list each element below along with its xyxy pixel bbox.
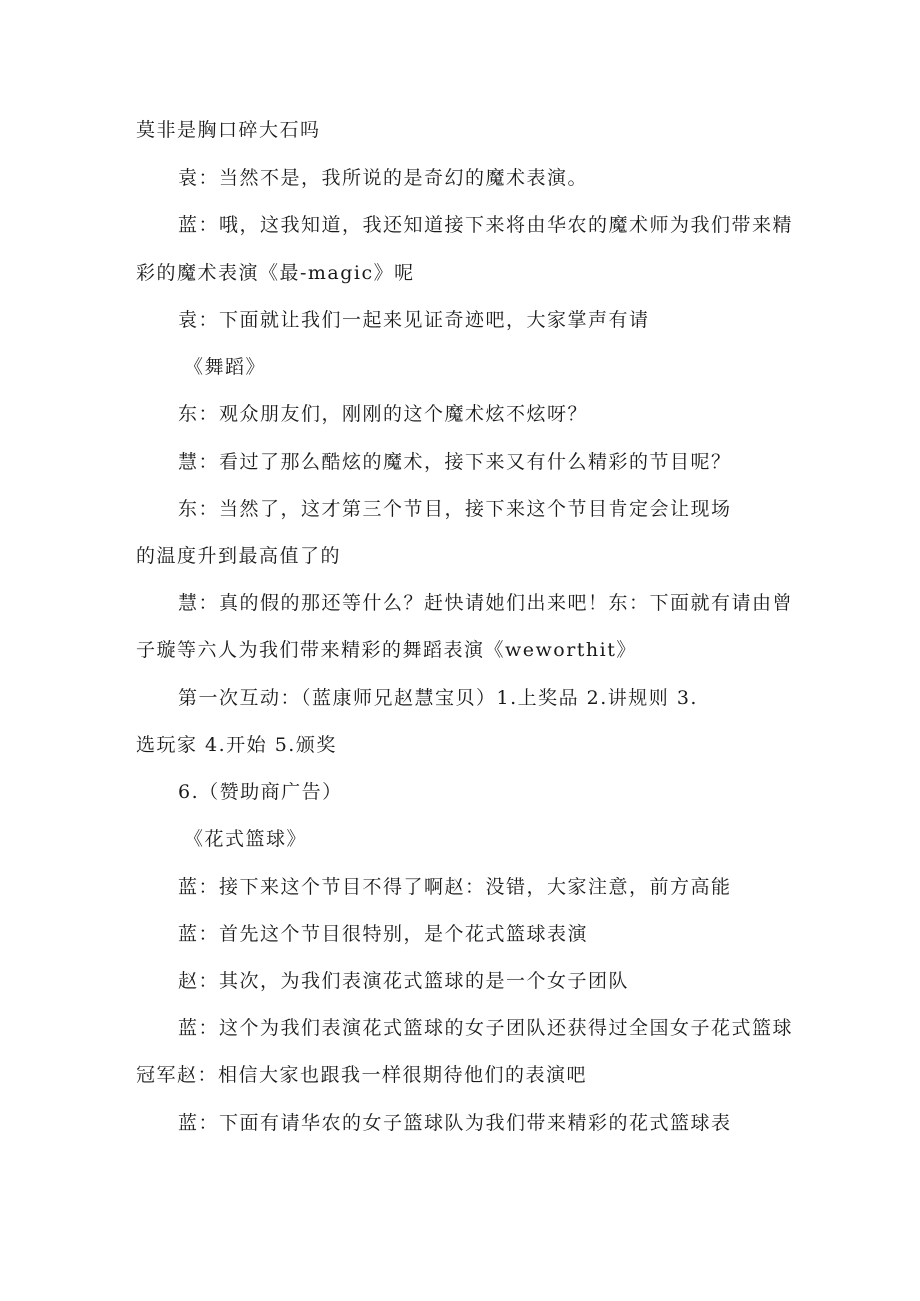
text-line: 选玩家 4.开始 5.颁奖: [136, 734, 337, 756]
text-line: 冠军赵：相信大家也跟我一样很期待他们的表演吧: [136, 1064, 588, 1086]
text-line: 袁：当然不是，我所说的是奇幻的魔术表演。: [178, 167, 589, 189]
text-line: 蓝：哦，这我知道，我还知道接下来将由华农的魔术师为我们带来精: [178, 214, 794, 236]
text-line: 蓝：接下来这个节目不得了啊赵：没错，大家注意，前方高能: [178, 876, 732, 898]
text-line: 莫非是胸口碎大石吗: [136, 119, 321, 141]
text-line: 东：当然了，这才第三个节目，接下来这个节目肯定会让现场: [178, 498, 732, 520]
text-line: 6.（赞助商广告）: [178, 781, 343, 803]
text-line: 慧：真的假的那还等什么？赶快请她们出来吧！东：下面就有请由曾: [178, 592, 794, 614]
text-line: 赵：其次，为我们表演花式篮球的是一个女子团队: [178, 970, 630, 992]
section-heading: 《舞蹈》: [184, 356, 267, 378]
section-heading: 《花式篮球》: [184, 828, 308, 850]
text-line: 彩的魔术表演《最-magic》呢: [136, 262, 415, 284]
text-line: 蓝：下面有请华农的女子篮球队为我们带来精彩的花式篮球表: [178, 1112, 732, 1134]
text-line: 袁：下面就让我们一起来见证奇迹吧，大家掌声有请: [178, 309, 650, 331]
text-line: 的温度升到最高值了的: [136, 545, 342, 567]
text-line: 东：观众朋友们，刚刚的这个魔术炫不炫呀？: [178, 403, 589, 425]
text-line: 第一次互动：（蓝康师兄赵慧宝贝）1.上奖品 2.讲规则 3.: [178, 687, 698, 709]
text-line: 蓝：首先这个节目很特别，是个花式篮球表演: [178, 923, 589, 945]
text-line: 蓝：这个为我们表演花式篮球的女子团队还获得过全国女子花式篮球: [178, 1017, 794, 1039]
text-line: 子璇等六人为我们带来精彩的舞蹈表演《weworthit》: [136, 639, 637, 661]
text-line: 慧：看过了那么酷炫的魔术，接下来又有什么精彩的节目呢？: [178, 451, 732, 473]
